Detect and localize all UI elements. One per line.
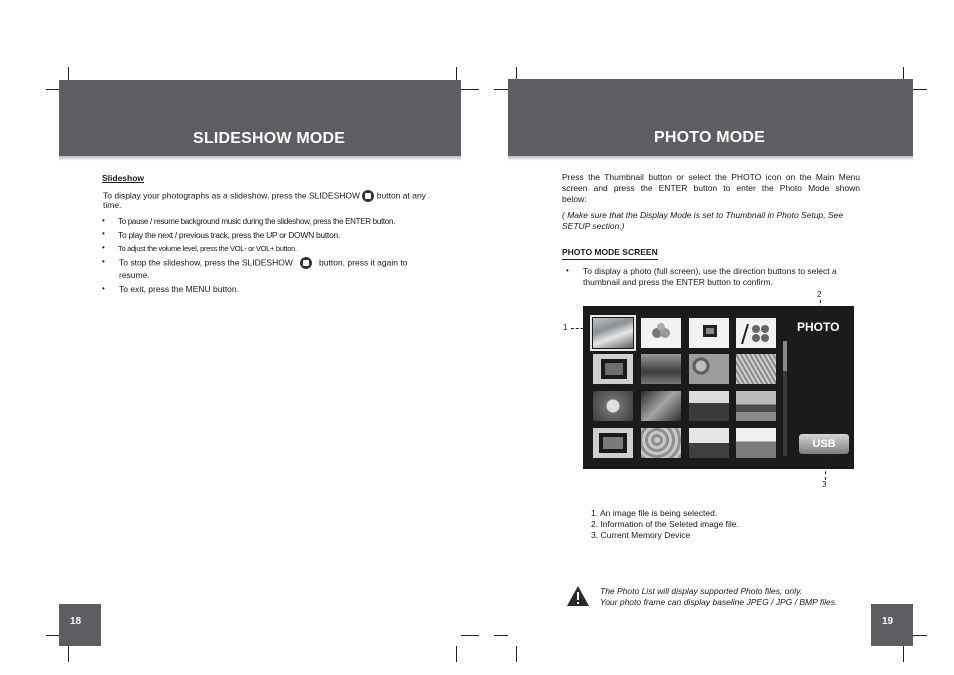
thumbnail[interactable]	[641, 391, 681, 421]
bullet-dot: •	[102, 216, 105, 225]
slideshow-icon	[300, 257, 312, 269]
legend-item-1: 1. An image file is being selected.	[591, 508, 718, 518]
bullet-dot: •	[566, 266, 569, 275]
photo-intro: Press the Thumbnail button or select the PHOTO icon on the Main Menu screen and press the ENTER button to enter the Photo Mode shown below:	[562, 172, 860, 204]
intro-text-before-icon: To display your photographs as a slideshow, press the SLIDESHOW	[103, 190, 361, 201]
thumbnail[interactable]	[641, 428, 681, 458]
display-mode-note: ( Make sure that the Display Mode is set to Thumbnail in Photo Setup, See SETUP section.)	[562, 210, 844, 231]
slideshow-intro-line2: time.	[103, 200, 122, 210]
bullet-dot: •	[102, 243, 105, 252]
left-page-header	[59, 80, 461, 156]
left-page-title: SLIDESHOW MODE	[193, 130, 346, 147]
thumbnail[interactable]	[593, 354, 633, 384]
thumbnail[interactable]	[641, 318, 681, 348]
legend-item-3: 3. Current Memory Device	[591, 530, 691, 540]
thumbnail-selected[interactable]	[593, 318, 633, 348]
thumbnail[interactable]	[689, 318, 729, 348]
slideshow-heading: Slideshow	[102, 173, 145, 183]
right-page-number: 19	[871, 604, 913, 646]
left-header-divider	[59, 156, 461, 161]
thumbnail[interactable]	[689, 391, 729, 421]
callout-2-label: 2	[817, 290, 822, 299]
thumbnail[interactable]	[689, 354, 729, 384]
thumbnail[interactable]	[736, 391, 776, 421]
thumbnail[interactable]	[641, 354, 681, 384]
thumbnail[interactable]	[736, 354, 776, 384]
thumbnail[interactable]	[593, 428, 633, 458]
bullet-dot: •	[102, 229, 105, 238]
bullet-exit: To exit, press the MENU button.	[119, 284, 239, 294]
bullet-dot: •	[102, 284, 105, 293]
stop-text-before-icon: To stop the slideshow, press the SLIDESHOW	[119, 257, 293, 268]
slideshow-icon	[362, 190, 374, 202]
legend-item-2: 2. Information of the Seleted image file.	[591, 519, 739, 529]
callout-3-line	[825, 460, 826, 480]
right-header-divider	[508, 156, 913, 161]
photo-mode-screen-heading: PHOTO MODE SCREEN	[562, 247, 658, 260]
photo-display-instruction: To display a photo (full screen), use the direction buttons to select a thumbnail and press the ENTER button to confirm.	[583, 266, 837, 287]
stop-text-after-icon: button, press it again to	[319, 257, 408, 268]
thumbnail[interactable]	[689, 428, 729, 458]
right-page-header	[508, 79, 913, 156]
warning-icon	[566, 585, 590, 612]
usb-memory-button[interactable]: USB	[799, 434, 849, 454]
bullet-stop-slideshow	[119, 257, 439, 269]
thumbnail-scrollbar[interactable]	[783, 341, 787, 456]
bullet-next-previous: To play the next / previous track, press the UP or DOWN button.	[118, 230, 340, 240]
callout-3-label: 3	[822, 480, 827, 489]
bullet-volume: To adjust the volume level, press the VOL- or VOL+ button.	[118, 244, 297, 253]
thumbnail[interactable]	[736, 428, 776, 458]
right-page-title: PHOTO MODE	[654, 129, 766, 146]
bullet-pause-resume: To pause / resume background music during the slideshow, press the ENTER button.	[118, 217, 396, 226]
supported-files-note: The Photo List will display supported Photo files, only. Your photo frame can display baseline JPEG / JPG / BMP files.	[600, 586, 838, 607]
screen-legend	[591, 508, 739, 541]
photo-info-label: PHOTO	[797, 320, 840, 334]
photo-mode-screen	[583, 306, 854, 469]
bullet-dot: •	[102, 257, 105, 266]
slideshow-intro	[103, 190, 433, 202]
intro-text-after-icon: button at any	[376, 190, 426, 201]
bullet-stop-line2: resume.	[119, 270, 150, 280]
thumbnail[interactable]	[593, 391, 633, 421]
callout-1-label: 1	[563, 323, 568, 332]
thumbnail[interactable]	[736, 318, 776, 348]
left-page-number: 18	[59, 604, 101, 646]
